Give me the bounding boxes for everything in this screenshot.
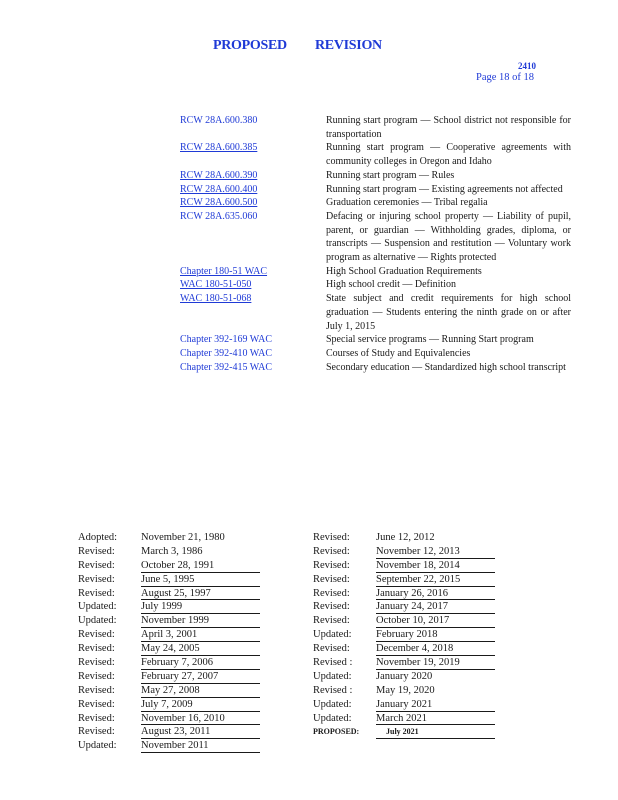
history-date: May 19, 2020 — [376, 684, 435, 696]
legal-reference-code[interactable]: Chapter 392-415 WAC — [180, 361, 273, 373]
history-date: January 2021 — [376, 698, 495, 712]
legal-reference-link[interactable] — [180, 141, 326, 168]
history-label: Revised: — [78, 657, 115, 669]
history-label: Revised: — [313, 615, 350, 627]
history-label: Revised: — [78, 587, 115, 599]
history-date: November 19, 2019 — [376, 656, 495, 670]
history-date: September 22, 2015 — [376, 573, 495, 587]
history-row — [78, 642, 260, 656]
history-row — [78, 614, 260, 628]
legal-reference-link[interactable] — [180, 347, 326, 361]
history-date: November 1999 — [141, 614, 260, 628]
legal-reference-title: Running start program — School district not responsible for transportation — [326, 115, 571, 140]
history-date: April 3, 2001 — [141, 628, 260, 642]
legal-reference-link[interactable] — [180, 196, 326, 210]
history-label: PROPOSED: — [313, 727, 360, 737]
history-date: January 26, 2016 — [376, 587, 495, 601]
history-date: July 7, 2009 — [141, 698, 260, 712]
history-date: October 10, 2017 — [376, 614, 495, 628]
legal-references — [180, 114, 580, 374]
history-row — [78, 712, 260, 726]
history-date: May 27, 2008 — [141, 684, 260, 698]
legal-reference-row — [180, 210, 580, 265]
legal-reference-row — [180, 196, 580, 210]
history-row — [78, 628, 260, 642]
legal-reference-title: Running start program — Cooperative agreements with community colleges in Oregon and Idaho — [326, 142, 571, 168]
history-label: Revised: — [78, 684, 115, 696]
legal-reference-row — [180, 114, 580, 141]
history-date: June 12, 2012 — [376, 532, 435, 543]
history-date: June 5, 1995 — [141, 573, 260, 587]
legal-reference-row — [180, 347, 580, 361]
legal-reference-link[interactable] — [180, 183, 326, 197]
legal-reference-code[interactable]: RCW 28A.600.385 — [180, 142, 258, 154]
history-row — [313, 600, 495, 614]
history-label: Updated: — [313, 670, 352, 682]
legal-reference-link[interactable] — [180, 278, 326, 292]
history-label: Revised : — [313, 657, 353, 669]
history-row — [78, 573, 260, 587]
legal-reference-code[interactable]: RCW 28A.635.060 — [180, 210, 258, 222]
history-row — [78, 698, 260, 712]
history-label: Revised: — [78, 629, 115, 641]
history-label: Revised: — [78, 545, 115, 557]
legal-reference-code[interactable]: RCW 28A.600.390 — [180, 169, 258, 181]
history-right-column — [313, 531, 495, 739]
legal-reference-link[interactable] — [180, 114, 326, 141]
history-date: August 25, 1997 — [141, 587, 260, 601]
history-date: August 23, 2011 — [141, 725, 260, 739]
legal-reference-link[interactable] — [180, 265, 326, 279]
history-label: Revised: — [78, 698, 115, 710]
history-date: January 2020 — [376, 670, 433, 682]
history-label: Adopted: — [78, 532, 118, 543]
history-label: Revised: — [313, 643, 350, 655]
history-row — [313, 712, 495, 726]
history-date: March 2021 — [376, 712, 495, 726]
history-date: November 21, 1980 — [141, 532, 225, 543]
legal-reference-title: High School Graduation Requirements — [326, 265, 482, 277]
history-row — [78, 559, 260, 573]
history-row — [313, 614, 495, 628]
history-label: Revised: — [313, 587, 350, 599]
history-row — [78, 684, 260, 698]
history-label: Revised: — [78, 670, 115, 682]
history-date: November 16, 2010 — [141, 712, 260, 726]
history-row — [313, 545, 495, 559]
legal-reference-code[interactable]: RCW 28A.600.400 — [180, 183, 258, 195]
legal-reference-row — [180, 278, 580, 292]
history-date: May 24, 2005 — [141, 642, 260, 656]
history-date: November 18, 2014 — [376, 559, 495, 573]
history-date: October 28, 1991 — [141, 559, 260, 573]
legal-reference-row — [180, 361, 580, 375]
history-date: January 24, 2017 — [376, 600, 495, 614]
history-row — [78, 587, 260, 601]
legal-reference-link[interactable] — [180, 169, 326, 183]
history-left-column — [78, 531, 260, 753]
legal-reference-title: Graduation ceremonies — Tribal regalia — [326, 197, 488, 209]
history-label: Updated: — [313, 629, 352, 641]
history-label: Updated: — [78, 615, 117, 627]
history-row — [313, 587, 495, 601]
legal-reference-code[interactable]: RCW 28A.600.380 — [180, 115, 258, 126]
policy-number: 2410 — [518, 61, 536, 71]
history-label: Revised: — [78, 712, 115, 724]
legal-reference-row — [180, 183, 580, 197]
legal-reference-title: Defacing or injuring school property — Liability of pupil, parent, or guardian — Withholding grades, diploma, or transcripts — Suspension and restitution — Voluntary work program as alternative — Rights protected — [326, 210, 571, 264]
legal-reference-title: State subject and credit requirements for high school graduation — Students entering the ninth grade on or after July 1, 2015 — [326, 293, 571, 332]
history-row — [78, 670, 260, 684]
legal-reference-link[interactable] — [180, 210, 326, 265]
legal-reference-code[interactable]: Chapter 392-410 WAC — [180, 347, 273, 359]
title-revision: REVISION — [315, 38, 382, 53]
legal-reference-title: Running start program — Existing agreements not affected — [326, 183, 563, 195]
history-row — [313, 698, 495, 712]
history-row — [78, 545, 260, 559]
history-date: December 4, 2018 — [376, 642, 495, 656]
legal-reference-title: Courses of Study and Equivalencies — [326, 347, 471, 359]
history-label: Updated: — [78, 740, 117, 752]
legal-reference-link[interactable] — [180, 361, 326, 375]
legal-reference-row — [180, 141, 580, 168]
legal-reference-row — [180, 333, 580, 347]
history-label: Revised : — [313, 684, 353, 696]
history-row — [313, 684, 495, 698]
legal-reference-code[interactable]: Chapter 180-51 WAC — [180, 265, 268, 277]
legal-reference-code[interactable]: RCW 28A.600.500 — [180, 197, 258, 209]
history-row — [313, 531, 495, 545]
history-row — [78, 656, 260, 670]
history-label: Revised: — [313, 601, 350, 613]
page-number: Page 18 of 18 — [476, 72, 535, 83]
legal-reference-title: Secondary education — Standardized high school transcript — [326, 361, 566, 373]
legal-reference-link[interactable] — [180, 333, 326, 347]
history-row — [313, 725, 495, 739]
history-label: Revised: — [78, 726, 115, 738]
legal-reference-link[interactable] — [180, 292, 326, 333]
history-label: Updated: — [313, 712, 352, 724]
history-row — [78, 739, 260, 753]
history-row — [313, 559, 495, 573]
history-date: March 3, 1986 — [141, 545, 203, 557]
history-label: Revised: — [313, 573, 350, 585]
history-date: July 2021 — [376, 725, 495, 739]
legal-reference-code[interactable]: WAC 180-51-068 — [180, 293, 252, 305]
legal-reference-title: Running start program — Rules — [326, 169, 455, 181]
history-label: Updated: — [78, 601, 117, 613]
history-row — [313, 628, 495, 642]
legal-reference-code[interactable]: Chapter 392-169 WAC — [180, 334, 273, 346]
legal-reference-title: Special service programs — Running Start program — [326, 334, 534, 346]
history-row — [313, 642, 495, 656]
title-proposed: PROPOSED — [213, 38, 287, 53]
history-date: February 2018 — [376, 628, 495, 642]
history-date: November 2011 — [141, 739, 260, 753]
history-row — [78, 531, 260, 545]
legal-reference-title: High school credit — Definition — [326, 279, 456, 291]
history-label: Revised: — [313, 559, 350, 571]
history-date: February 7, 2006 — [141, 656, 260, 670]
history-label: Updated: — [313, 698, 352, 710]
history-row — [313, 656, 495, 670]
history-date: February 27, 2007 — [141, 670, 260, 684]
history-label: Revised: — [313, 532, 350, 543]
history-row — [313, 670, 495, 684]
history-label: Revised: — [78, 559, 115, 571]
legal-reference-code[interactable]: WAC 180-51-050 — [180, 279, 252, 291]
history-label: Revised: — [313, 545, 350, 557]
legal-reference-row — [180, 265, 580, 279]
history-row — [313, 573, 495, 587]
history-row — [78, 600, 260, 614]
history-row — [78, 725, 260, 739]
history-date: July 1999 — [141, 600, 260, 614]
legal-reference-row — [180, 292, 580, 333]
history-label: Revised: — [78, 643, 115, 655]
history-date: November 12, 2013 — [376, 545, 495, 559]
history-label: Revised: — [78, 573, 115, 585]
legal-reference-row — [180, 169, 580, 183]
